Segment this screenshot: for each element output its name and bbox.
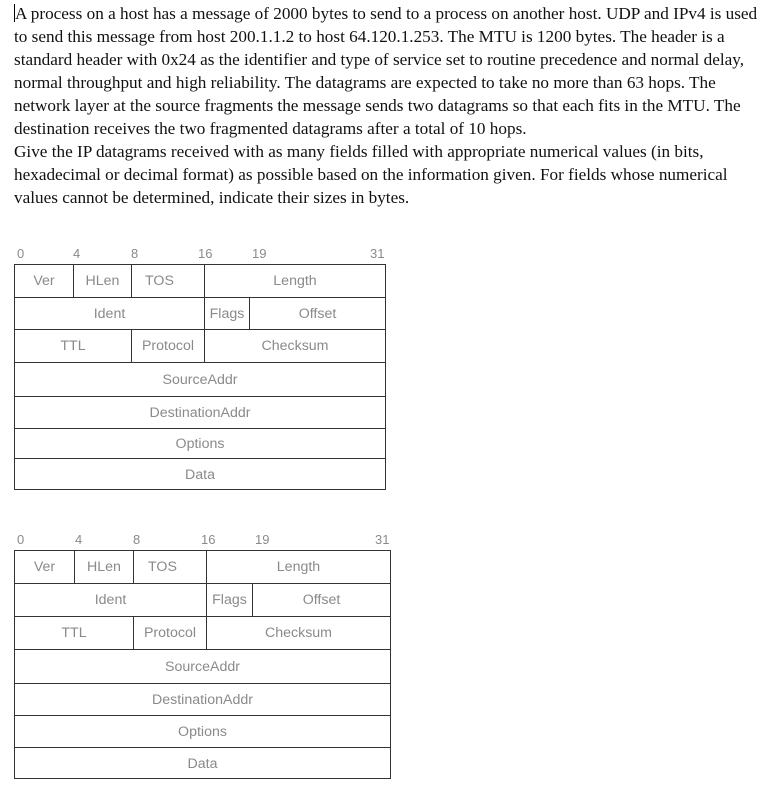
- bit-19: 19: [252, 246, 267, 261]
- field-ident: Ident: [93, 305, 126, 322]
- bit-16: 16: [201, 532, 216, 547]
- bit-4: 4: [73, 246, 81, 261]
- header-row-2: [15, 298, 385, 330]
- field-tos: [133, 551, 206, 583]
- field-protocol: Protocol: [131, 330, 204, 362]
- field-data: Data: [187, 755, 218, 772]
- ip-header-diagram-1: [14, 246, 394, 492]
- bit-4: 4: [75, 532, 83, 547]
- field-checksum: Checksum: [204, 330, 385, 362]
- field-hlen: HLen: [73, 265, 131, 297]
- header-row-3: [15, 617, 390, 650]
- field-options: Options: [175, 435, 225, 452]
- field-ttl: TTL: [61, 625, 87, 641]
- field-protocol: Protocol: [133, 617, 206, 649]
- header-row-4: [15, 650, 390, 684]
- field-destination-addr: DestinationAddr: [149, 404, 251, 421]
- header-row-7: [15, 459, 385, 490]
- bit-31: 31: [375, 532, 390, 547]
- field-ttl: TTL: [60, 338, 86, 354]
- field-offset: Offset: [249, 298, 385, 329]
- header-row-4: [15, 363, 385, 397]
- field-tos-label: TOS: [148, 559, 177, 575]
- bit-16: 16: [198, 246, 213, 261]
- header-row-5: [15, 397, 385, 429]
- question-text: [14, 2, 764, 209]
- field-options: Options: [178, 723, 227, 740]
- header-table-1: [14, 264, 386, 490]
- field-ver: Ver: [33, 273, 55, 289]
- bit-0: 0: [17, 532, 25, 547]
- question-paragraph-2: Give the IP datagrams received with as many fields filled with appropriate numerical values (in bits, hexadecimal or decimal format) as possible based on the information given. For fields whose numerical values cannot be determined, indicate their sizes in bytes.: [14, 142, 728, 207]
- field-ver: Ver: [33, 559, 56, 575]
- header-row-1: [15, 551, 390, 584]
- field-flags: Flags: [206, 584, 252, 616]
- header-row-7: [15, 748, 390, 779]
- header-row-5: [15, 684, 390, 716]
- bit-19: 19: [255, 532, 270, 547]
- field-flags: Flags: [204, 298, 249, 329]
- field-tos: [131, 265, 204, 297]
- field-data: Data: [185, 466, 215, 483]
- field-hlen: HLen: [74, 551, 133, 583]
- bit-0: 0: [17, 246, 25, 261]
- question-paragraph-1-text: A process on a host has a message of 2000 bytes to send to a process on another host. UDP and IPv4 is used to send this message from host 200.1.1.2 to host 64.120.1.253. The MTU is 1200 bytes. The header is a standard header with 0x24 as the identifier and type of service set to routine precedence and normal delay, normal throughput and high reliability. The datagrams are expected to take no more than 63 hops. The network layer at the source fragments the message sends two datagrams so that each fits in the MTU. The destination receives the two fragmented datagrams after a total of 10 hops.: [14, 4, 758, 138]
- header-row-6: [15, 429, 385, 459]
- field-checksum: Checksum: [206, 617, 390, 649]
- field-length: Length: [204, 265, 385, 297]
- bit-31: 31: [370, 246, 385, 261]
- header-row-6: [15, 716, 390, 748]
- field-source-addr: SourceAddr: [165, 658, 240, 675]
- field-destination-addr: DestinationAddr: [152, 691, 253, 708]
- question-paragraph-1: [14, 2, 764, 140]
- bit-8: 8: [131, 246, 139, 261]
- field-ident: Ident: [94, 592, 127, 608]
- bit-8: 8: [133, 532, 141, 547]
- header-table-2: [14, 550, 391, 779]
- header-row-1: [15, 265, 385, 298]
- header-row-2: [15, 584, 390, 617]
- field-source-addr: SourceAddr: [162, 371, 238, 388]
- field-offset: Offset: [252, 584, 390, 616]
- ip-header-diagram-2: [14, 532, 399, 782]
- header-row-3: [15, 330, 385, 363]
- field-length: Length: [206, 551, 390, 583]
- field-tos-label: TOS: [145, 273, 174, 289]
